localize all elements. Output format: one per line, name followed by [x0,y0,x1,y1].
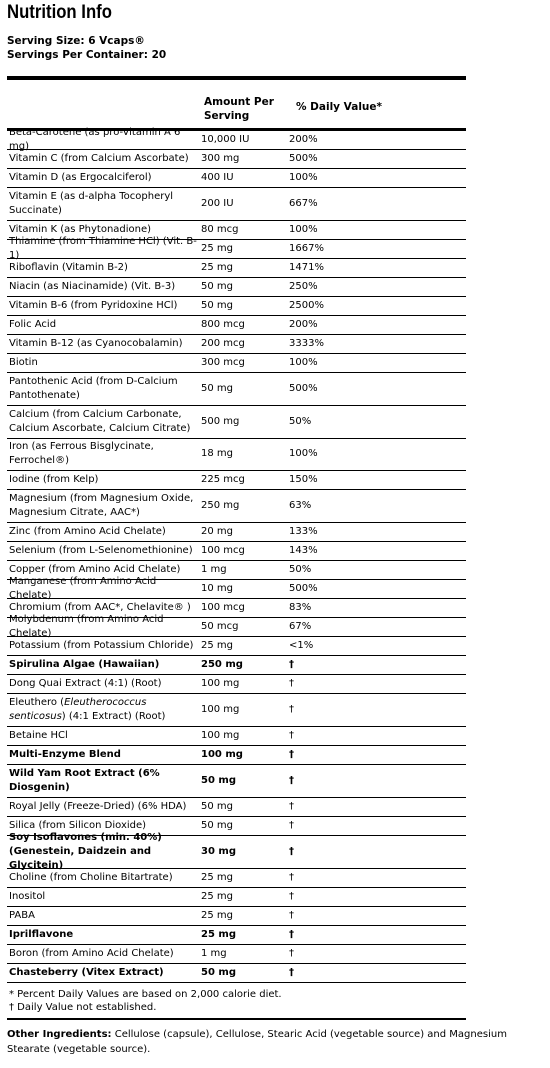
nutrient-name: Potassium (from Potassium Chloride) [9,639,194,651]
nutrient-daily-value: † [289,819,294,831]
nutrient-amount: 100 mg [201,748,243,760]
nutrient-name: Vitamin B-12 (as Cyanocobalamin) [9,337,183,349]
other-ingredients-text: Cellulose (capsule), Cellulose, Stearic Acid (vegetable source) and Magnesium Stearate (vegetable source). [7,1029,507,1055]
nutrient-daily-value: 100% [289,223,318,235]
nutrient-amount: 1 mg [201,563,227,575]
nutrient-daily-value: † [289,748,294,760]
nutrient-name: Thiamine (from Thiamine HCl) (Vit. B-1) [9,235,197,261]
nutrient-amount: 200 IU [201,197,234,209]
table-row [7,869,466,888]
nutrient-name: Riboflavin (Vitamin B-2) [9,261,128,273]
table-row [7,126,466,152]
serving-size: Serving Size: 6 Vcaps® [7,35,145,47]
nutrient-daily-value: † [289,845,294,857]
nutrient-name: Folic Acid [9,318,57,330]
table-row [7,926,466,945]
nutrient-name: Eleuthero (Eleutherococcus senticosus) (4:1 Extract) (Root) [9,696,166,722]
table-row [7,235,466,261]
nutrient-name: Boron (from Amino Acid Chelate) [9,947,174,959]
nutrient-daily-value: † [289,966,294,978]
table-row [7,888,466,907]
nutrient-name: Selenium (from L-Selenomethionine) [9,544,193,556]
nutrient-daily-value: 50% [289,563,312,575]
servings-per-container: Servings Per Container: 20 [7,49,167,61]
table-row [7,746,466,765]
nutrient-name: Vitamin K (as Phytonadione) [9,223,152,235]
nutrient-name: Magnesium (from Magnesium Oxide, Magnesium Citrate, AAC*) [9,492,194,518]
nutrient-daily-value: 100% [289,448,318,459]
nutrient-daily-value: 500% [289,382,318,394]
table-row [7,656,466,675]
nutrient-name: Chasteberry (Vitex Extract) [9,966,164,978]
daily-value-header: % Daily Value* [296,101,382,113]
nutrient-daily-value: 83% [289,601,312,613]
nutrient-amount: 25 mg [201,928,236,940]
bottom-rule [7,1018,466,1021]
nutrient-daily-value: 100% [289,171,318,183]
nutrient-amount: 225 mcg [201,473,245,485]
table-row [7,613,466,639]
nutrient-amount: 100 mcg [201,544,245,556]
nutrient-daily-value: 3333% [289,337,324,349]
nutrient-amount: 50 mg [201,382,233,394]
nutrient-amount: 100 mg [201,729,240,741]
nutrient-daily-value: 1471% [289,261,324,273]
table-row [7,406,466,439]
table-row [7,373,466,406]
nutrient-daily-value: <1% [289,639,314,651]
nutrient-amount: 800 mcg [201,318,245,330]
nutrient-name: Wild Yam Root Extract (6% Diosgenin) [9,767,160,793]
nutrient-amount: 50 mg [201,966,236,978]
nutrient-name: Pantothenic Acid (from D-Calcium Pantothenate) [9,375,178,401]
nutrient-daily-value: † [289,677,294,689]
nutrient-daily-value: 1667% [289,242,324,254]
dagger-note: † Daily Value not established. [9,1001,157,1013]
table-row [7,964,466,983]
nutrient-daily-value: 200% [289,318,318,330]
table-row [7,798,466,817]
nutrient-amount: 250 mg [201,499,240,511]
footnotes [7,983,466,1018]
table-row [7,765,466,798]
table-row [7,471,466,490]
nutrient-amount: 20 mg [201,525,233,537]
table-row [7,945,466,964]
nutrient-amount: 50 mg [201,774,236,786]
table-row [7,188,466,221]
table-row [7,169,466,188]
table-row [7,907,466,926]
nutrient-amount: 30 mg [201,845,236,857]
nutrient-amount: 25 mg [201,871,233,883]
nutrient-daily-value: † [289,800,294,812]
nutrition-table [7,76,466,1020]
nutrient-name: Vitamin D (as Ergocalciferol) [9,171,152,183]
nutrient-name: Betaine HCl [9,729,68,741]
table-row [7,278,466,297]
other-ingredients [7,1027,547,1057]
percent-daily-note: * Percent Daily Values are based on 2,000 calorie diet. [9,988,282,1000]
table-row [7,523,466,542]
nutrient-daily-value: 500% [289,582,318,594]
nutrient-name: PABA [9,909,35,921]
other-ingredients-label: Other Ingredients: [7,1029,112,1040]
table-body [7,126,466,983]
nutrient-name: Zinc (from Amino Acid Chelate) [9,525,166,537]
nutrient-name: Soy Isoflavones (min. 40%) (Genestein, Daidzein and Glycitein) [9,831,162,871]
table-row [7,316,466,335]
table-row [7,675,466,694]
nutrient-amount: 300 mg [201,152,240,164]
amount-header-line2: Serving [204,110,250,122]
table-row [7,637,466,656]
nutrient-daily-value: † [289,871,294,883]
amount-header-line1: Amount Per [204,96,274,108]
table-row [7,439,466,471]
nutrient-name: Iprilflavone [9,928,74,940]
nutrient-amount: 250 mg [201,658,243,670]
table-header [7,80,466,128]
table-row [7,727,466,746]
nutrient-name: Vitamin C (from Calcium Ascorbate) [9,152,189,164]
nutrient-name: Iron (as Ferrous Bisglycinate, Ferrochel®) [9,441,154,466]
nutrient-daily-value: † [289,928,294,940]
nutrient-name: Biotin [9,356,38,368]
nutrient-amount: 80 mcg [201,223,239,235]
nutrient-amount: 25 mg [201,242,233,254]
nutrient-amount: 50 mg [201,819,233,831]
nutrient-name: Manganese (from Amino Acid Chelate) [9,575,157,601]
nutrient-daily-value: 667% [289,197,318,209]
table-row [7,831,466,871]
table-row [7,259,466,278]
nutrient-amount: 25 mg [201,261,233,273]
table-row [7,490,466,523]
nutrient-daily-value: 200% [289,133,318,145]
nutrient-daily-value: † [289,774,294,786]
nutrient-daily-value: † [289,909,294,921]
nutrient-amount: 100 mg [201,677,240,689]
nutrient-amount: 10,000 IU [201,133,250,145]
nutrient-name: Royal Jelly (Freeze-Dried) (6% HDA) [9,800,187,812]
nutrient-daily-value: 150% [289,473,318,485]
nutrient-name: Inositol [9,890,46,902]
nutrient-amount: 10 mg [201,582,233,594]
nutrient-amount: 50 mg [201,280,233,292]
nutrient-amount: 300 mcg [201,356,245,368]
nutrient-amount: 100 mg [201,703,240,715]
amount-header [204,95,274,123]
table-row [7,335,466,354]
nutrient-daily-value: 63% [289,499,312,511]
nutrient-daily-value: 143% [289,544,318,556]
table-row [7,297,466,316]
nutrient-name: Silica (from Silicon Dioxide) [9,819,147,831]
nutrient-daily-value: 50% [289,415,312,427]
nutrient-name: Vitamin E (as d-alpha Tocopheryl Succinate) [9,190,174,216]
nutrient-daily-value: † [289,947,294,959]
nutrient-daily-value: 500% [289,152,318,164]
nutrient-amount: 25 mg [201,890,233,902]
nutrient-amount: 1 mg [201,947,227,959]
nutrient-amount: 18 mg [201,448,233,459]
nutrient-daily-value: 133% [289,525,318,537]
nutrient-amount: 50 mg [201,800,233,812]
nutrient-amount: 500 mg [201,415,240,427]
nutrient-name: Spirulina Algae (Hawaiian) [9,658,160,670]
page-title: Nutrition Info [7,2,112,23]
table-row [7,150,466,169]
nutrient-name: Multi-Enzyme Blend [9,748,121,760]
nutrient-daily-value: 2500% [289,299,324,311]
nutrient-name: Calcium (from Calcium Carbonate, Calcium Ascorbate, Calcium Citrate) [9,408,191,434]
nutrient-amount: 400 IU [201,171,234,183]
nutrient-name: Choline (from Choline Bitartrate) [9,871,173,883]
nutrient-name: Copper (from Amino Acid Chelate) [9,563,181,575]
table-row [7,575,466,601]
nutrient-daily-value: † [289,729,294,741]
nutrient-name: Chromium (from AAC*, Chelavite® ) [9,601,191,613]
nutrient-daily-value: 250% [289,280,318,292]
nutrient-amount: 100 mcg [201,601,245,613]
nutrient-amount: 200 mcg [201,337,245,349]
nutrient-name: Dong Quai Extract (4:1) (Root) [9,677,162,689]
nutrient-daily-value: † [289,890,294,902]
nutrient-amount: 50 mg [201,299,233,311]
nutrient-daily-value: † [289,703,294,715]
nutrient-name: Beta-Carotene (as pro-Vitamin A 6 mg) [9,126,181,152]
table-row [7,354,466,373]
nutrient-daily-value: 100% [289,356,318,368]
nutrient-name: Iodine (from Kelp) [9,473,99,485]
nutrient-amount: 25 mg [201,909,233,921]
nutrient-name: Molybdenum (from Amino Acid Chelate) [9,613,164,639]
nutrient-daily-value: 67% [289,620,312,632]
nutrient-amount: 25 mg [201,639,233,651]
table-row [7,542,466,561]
nutrient-amount: 50 mcg [201,620,239,632]
nutrient-name: Vitamin B-6 (from Pyridoxine HCl) [9,299,178,311]
nutrient-daily-value: † [289,658,294,670]
nutrient-name: Niacin (as Niacinamide) (Vit. B-3) [9,280,176,292]
table-row [7,694,466,727]
